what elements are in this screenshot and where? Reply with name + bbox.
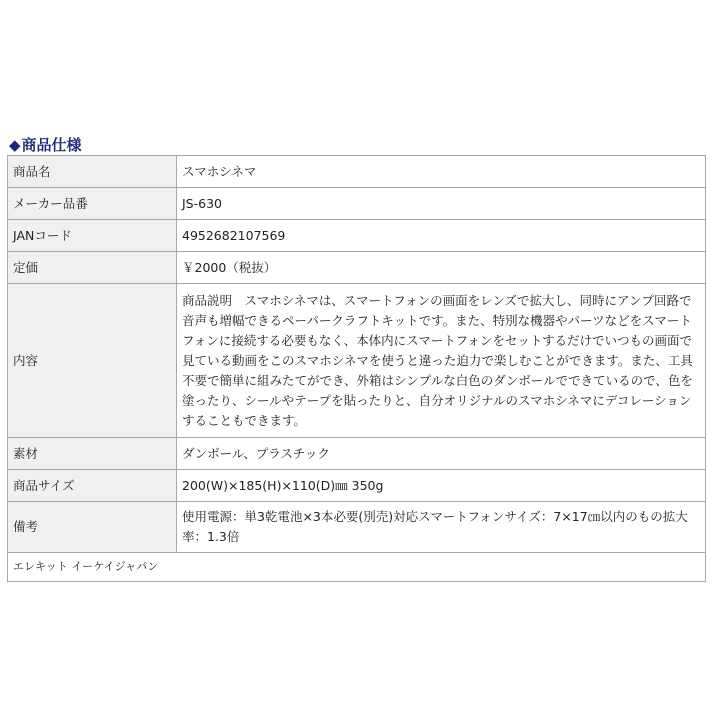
spec-row-notes [8, 502, 706, 553]
spec-row-product-name [8, 156, 706, 188]
spec-row-maker-part-number [8, 188, 706, 220]
spec-row-jan-code [8, 220, 706, 252]
section-heading [9, 135, 82, 155]
spec-table [7, 155, 706, 582]
spec-row-material [8, 438, 706, 470]
spec-value-description: 商品説明 スマホシネマは、スマートフォンの画面をレンズで拡大し、同時にアンプ回路で音声も増幅できるペーパークラフトキットです。また、特別な機器やパーツなどをスマートフォンに接続する必要もなく、本体内にスマートフォンをセットするだけでいつもの画面で見ている動画をこのスマホシネマを使うと違った迫力で楽しむことができます。また、工具不要で簡単に組みたてができ、外箱はシンプルな白色のダンボールでできているので、色を塗ったり、シールやテープを貼ったりと、自分オリジナルのスマホシネマにデコレーションすることもできます。 [177, 284, 706, 438]
diamond-bullet-icon: ◆ [9, 136, 21, 154]
spec-row-list-price [8, 252, 706, 284]
spec-value: ダンボール、プラスチック [177, 438, 706, 470]
spec-value: JS-630 [177, 188, 706, 220]
spec-value-notes: 使用電源：単3乾電池×3本必要(別売)対応スマートフォンサイズ：7×17㎝以内のもの拡大率：1.3倍 [177, 502, 706, 553]
spec-label: 素材 [8, 438, 177, 470]
spec-row-footer [8, 553, 706, 582]
spec-label: JANコード [8, 220, 177, 252]
section-title: 商品仕様 [21, 136, 82, 154]
spec-label: 商品名 [8, 156, 177, 188]
spec-row-product-size [8, 470, 706, 502]
spec-label: メーカー品番 [8, 188, 177, 220]
spec-value: スマホシネマ [177, 156, 706, 188]
spec-label: 内容 [8, 284, 177, 438]
spec-value: 200(W)×185(H)×110(D)㎜ 350g [177, 470, 706, 502]
spec-value: ￥2000（税抜） [177, 252, 706, 284]
spec-label: 備考 [8, 502, 177, 553]
spec-label: 定価 [8, 252, 177, 284]
spec-value: 4952682107569 [177, 220, 706, 252]
maker-footer: エレキット イーケイジャパン [8, 553, 706, 582]
spec-label: 商品サイズ [8, 470, 177, 502]
spec-row-contents [8, 284, 706, 438]
